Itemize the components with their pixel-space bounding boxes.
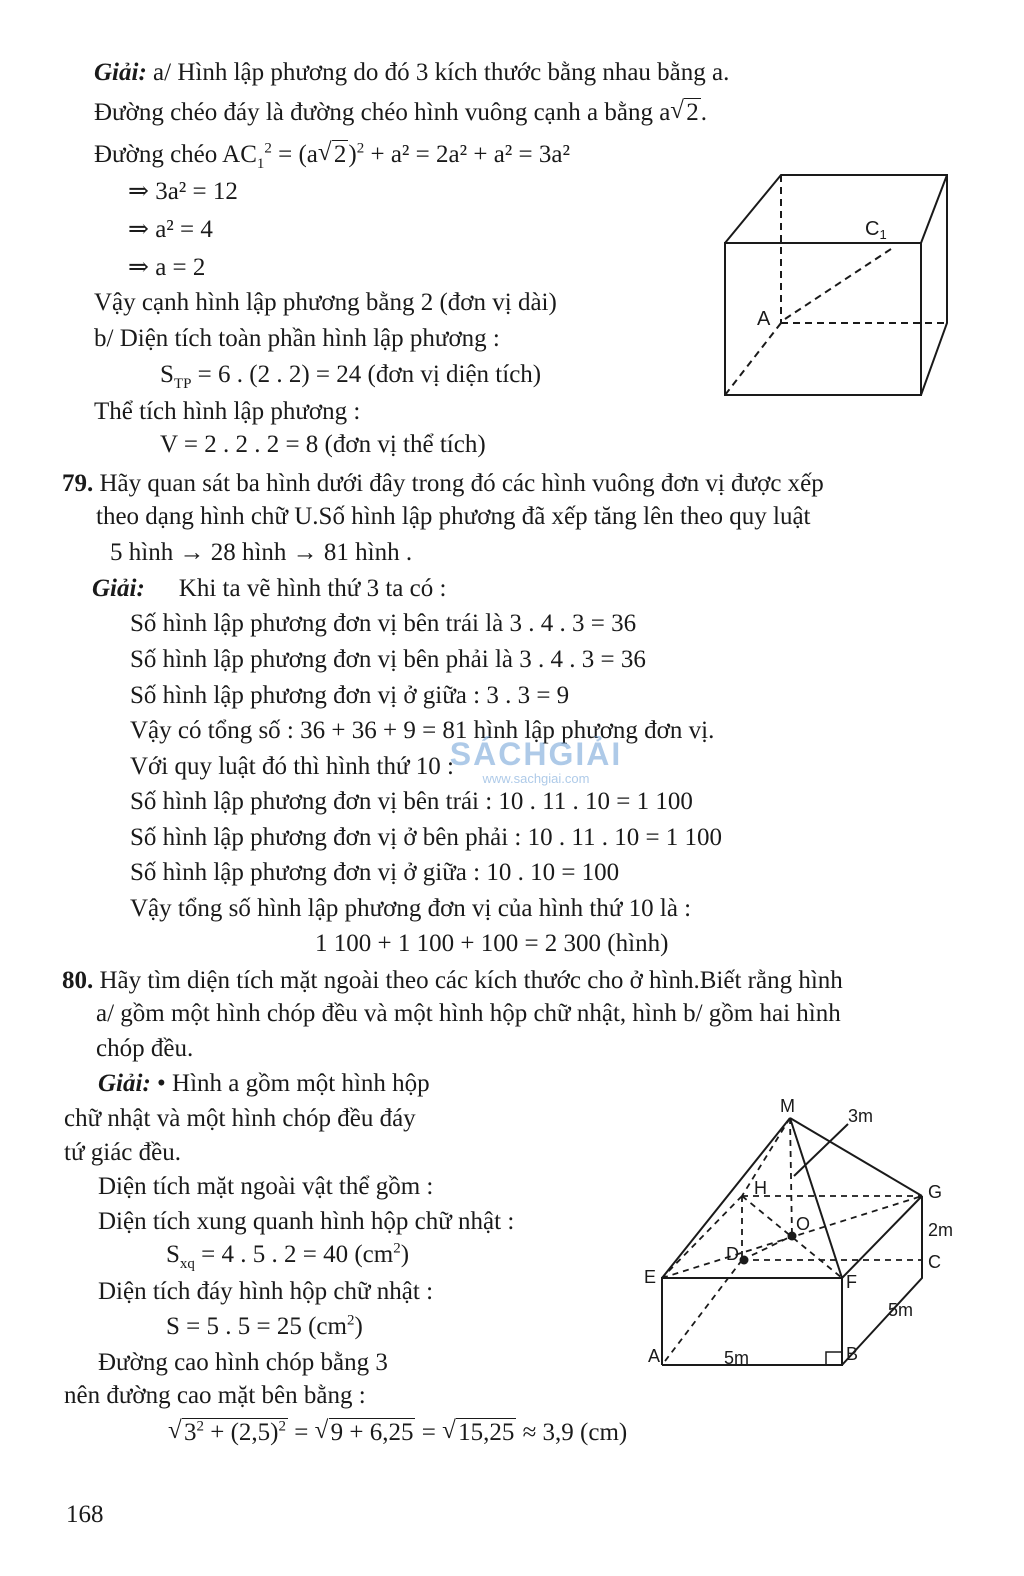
p79-line2: theo dạng hình chữ U.Số hình lập phương đã xếp tăng lên theo quy luật [96, 503, 811, 530]
p1-line6-sub: TP [173, 376, 192, 392]
label-b: B [846, 1344, 859, 1364]
p1-line3-sqrt [318, 140, 349, 170]
p80-formula-sqrt2 [315, 1418, 416, 1448]
cube-hidden-depth [725, 323, 781, 395]
p1-line2-pre: Đường chéo đáy là đường chéo hình vuông cạnh a bằng a [94, 99, 671, 126]
p79-g5: Vậy có tổng số : 36 + 36 + 9 = 81 hình lập phương đơn vị. [130, 717, 715, 744]
p79-g3: Số hình lập phương đơn vị bên phải là 3 . 4 . 3 = 36 [130, 646, 646, 673]
p79-g7: Số hình lập phương đơn vị bên trái : 10 . 11 . 10 = 1 100 [130, 788, 693, 815]
p80-g6 [166, 1240, 409, 1270]
p79-g9: Số hình lập phương đơn vị ở giữa : 10 . 10 = 100 [130, 859, 620, 886]
p80-g9: Đường cao hình chóp bằng 3 [98, 1349, 388, 1376]
p80-f1-b: + (2,5) [204, 1419, 279, 1446]
label-h: H [754, 1178, 767, 1198]
p1-line5: b/ Diện tích toàn phần hình lập phương : [94, 325, 500, 352]
label-d: D [726, 1244, 739, 1264]
p1-line3-rad: 2 [333, 141, 347, 168]
right-angle-b [826, 1352, 842, 1365]
p1-line7: Thể tích hình lập phương : [94, 398, 361, 425]
p1-line6-pre: S [160, 361, 174, 388]
p80-g7: Diện tích đáy hình hộp chữ nhật : [98, 1278, 434, 1305]
top-left-edge-he [662, 1196, 742, 1278]
cube-top-right-edge [921, 175, 947, 243]
giai-label-1: Giải: [94, 59, 147, 86]
p80-g8 [166, 1312, 363, 1342]
p1-line1-text: a/ Hình lập phương do đó 3 kích thước bằng nhau bằng a. [146, 59, 730, 86]
p1-line1 [94, 58, 729, 88]
watermark-url: www.sachgiai.com [482, 771, 590, 786]
p79-number: 79. [62, 470, 94, 497]
p80-g4: Diện tích mặt ngoài vật thể gồm : [98, 1173, 434, 1200]
p1-line3-mid: = (a [271, 141, 318, 168]
p1-line4: Vậy cạnh hình lập phương bằng 2 (đơn vị dài) [94, 289, 557, 316]
label-5m-base: 5m [724, 1348, 750, 1368]
box-top-right-edge [842, 1196, 922, 1278]
p1-line8: V = 2 . 2 . 2 = 8 (đơn vị thể tích) [160, 431, 486, 458]
giai-label-80: Giải: [98, 1070, 151, 1097]
p79-g2: Số hình lập phương đơn vị bên trái là 3 . 4 . 3 = 36 [130, 610, 637, 637]
arrow-3m [794, 1124, 848, 1176]
box-front-face [662, 1278, 842, 1365]
p80-line1 [62, 966, 843, 996]
p1-line6-post: = 6 . (2 . 2) = 24 (đơn vị diện tích) [191, 361, 542, 388]
cube-diagonal-ac1 [785, 249, 891, 319]
p80-f-end: ≈ 3,9 (cm) [516, 1419, 628, 1446]
p80-line3: chóp đều. [96, 1035, 194, 1062]
label-g: G [928, 1182, 943, 1202]
p80-f2: 9 + 6,25 [330, 1419, 414, 1446]
label-a-fig: A [648, 1346, 661, 1366]
label-e: E [644, 1267, 657, 1287]
segment-do [742, 1236, 792, 1260]
p80-g10: nên đường cao mặt bên bằng : [64, 1382, 366, 1409]
p1-line3-sup: 2 [264, 140, 272, 157]
pyramid-edge-mf [790, 1118, 842, 1278]
p79-g1: Khi ta vẽ hình thứ 3 ta có : [178, 575, 447, 602]
p80-f1: 3 [184, 1419, 197, 1446]
p80-line2: a/ gồm một hình chóp đều và một hình hộp chữ nhật, hình b/ gồm hai hình [96, 1000, 841, 1027]
point-d [740, 1256, 749, 1265]
p1-line3-rest: ) [348, 141, 357, 168]
watermark-brand: SÁCHGIẢI [449, 736, 623, 772]
p80-g6-post: = 4 . 5 . 2 = 40 (cm [194, 1241, 394, 1268]
p1-line2-sqrt [670, 98, 701, 128]
p80-g8-pre: S = 5 . 5 = 25 (cm [166, 1313, 347, 1340]
pyramid-edge-mg [790, 1118, 922, 1196]
p1-line3-tail: + a² = 2a² + a² = 3a² [364, 141, 570, 168]
p79-line1 [62, 469, 824, 499]
cube-figure [715, 165, 965, 405]
page-number: 168 [66, 1501, 104, 1528]
p80-g5: Diện tích xung quanh hình hộp chữ nhật : [98, 1208, 515, 1235]
label-2m: 2m [928, 1220, 954, 1240]
p80-formula-rad1 [182, 1418, 288, 1446]
p79-g4: Số hình lập phương đơn vị ở giữa : 3 . 3 = 9 [130, 682, 570, 709]
p80-formula: √ $3^2 + (2,5)^2$ = √ 9 + 6,25 = √ 15,25 ≈ 3,9 (cm) [168, 1418, 627, 1448]
p80-g1: • Hình a gồm một hình hộp [150, 1070, 430, 1097]
p79-line3: 5 hình → 28 hình → 81 hình . [110, 539, 413, 566]
label-o: O [796, 1214, 811, 1234]
p79-giai-line [92, 574, 446, 604]
p1-step2: ⇒ a² = 4 [128, 216, 213, 243]
p79-line1-text: Hãy quan sát ba hình dưới đây trong đó các hình vuông đơn vị được xếp [93, 470, 824, 497]
p80-line1-text: Hãy tìm diện tích mặt ngoài theo các kích thước cho ở hình.Biết rằng hình [93, 967, 843, 994]
p80-giai-line [98, 1069, 430, 1099]
p79-g8: Số hình lập phương đơn vị ở bên phải : 10 . 11 . 10 = 1 100 [130, 824, 723, 851]
p1-step3: ⇒ a = 2 [128, 254, 206, 281]
p80-g3: tứ giác đều. [64, 1139, 181, 1166]
p80-f1-sup: 2 [196, 1418, 204, 1435]
p80-g6-pre: S [166, 1241, 180, 1268]
p1-step1: ⇒ 3a² = 12 [128, 178, 238, 205]
p80-f3: 15,25 [458, 1419, 515, 1446]
prism-pyramid-figure [630, 1090, 970, 1380]
watermark [436, 736, 636, 786]
label-5m-side: 5m [888, 1300, 914, 1320]
p80-formula-sqrt1 [168, 1418, 288, 1448]
p1-line2-rad: 2 [686, 99, 699, 126]
label-c: C [928, 1252, 941, 1272]
p1-line6 [160, 360, 541, 390]
p80-g6-sub: xq [179, 1256, 195, 1272]
cube-label-c1: $C_1$ [865, 218, 887, 242]
p79-g11: 1 100 + 1 100 + 100 = 2 300 (hình) [315, 930, 669, 957]
p79-g6: Với quy luật đó thì hình thứ 10 : [130, 753, 454, 780]
p80-g8-end: ) [354, 1313, 363, 1340]
label-3m: 3m [848, 1106, 874, 1126]
p80-number: 80. [62, 967, 94, 994]
label-m: M [780, 1096, 795, 1116]
p1-line3-rest-sup: 2 [356, 140, 365, 157]
p1-line3-pre: Đường chéo AC [94, 141, 257, 168]
p1-line2 [94, 98, 707, 128]
p1-line2-post: . [700, 99, 708, 126]
p80-g6-end: ) [400, 1241, 410, 1268]
cube-front-face [725, 243, 921, 395]
pyramid-height-mo [790, 1118, 792, 1236]
p1-line3 [94, 140, 570, 170]
giai-label-79: Giải: [92, 575, 145, 602]
p80-g8-sup: 2 [346, 1312, 355, 1329]
p80-f1-b-sup: 2 [278, 1418, 286, 1435]
label-f: F [846, 1272, 857, 1292]
p80-formula-sqrt3 [442, 1418, 516, 1448]
p79-g10: Vậy tổng số hình lập phương đơn vị của hình thứ 10 là : [130, 895, 692, 922]
p80-g2: chữ nhật và một hình chóp đều đáy [64, 1105, 416, 1132]
cube-label-a: A [757, 308, 771, 330]
p80-g6-sup: 2 [393, 1240, 401, 1257]
p1-line3-sub: 1 [256, 156, 265, 172]
